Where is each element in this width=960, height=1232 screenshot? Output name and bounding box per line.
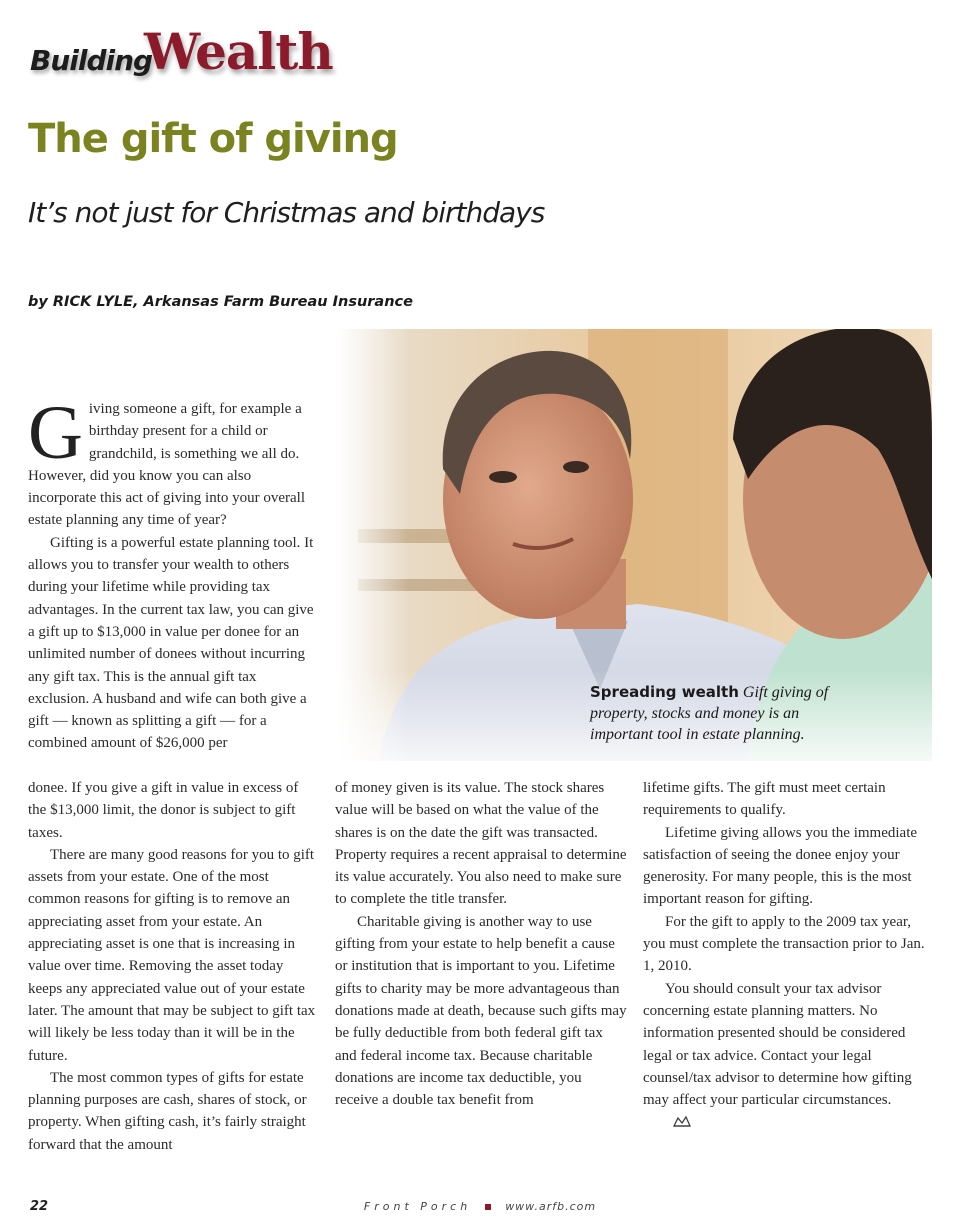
footer: [0, 1200, 960, 1213]
drop-cap: G: [28, 391, 83, 475]
masthead-building: Building: [30, 44, 153, 77]
paragraph-2-continued: donee. If you give a gift in value in excess of the $13,000 limit, the donor is subject to gift taxes.: [28, 780, 299, 841]
paragraph-4: The most common types of gifts for estate planning purposes are cash, shares of stock, or property. When gifting cash, it’s fairly straight forward that the amount: [28, 1069, 307, 1153]
footer-url: www.arfb.com: [505, 1200, 597, 1213]
paragraph-3: There are many good reasons for you to gift assets from your estate. One of the most common reasons for gifting is to remove an appreciating asset from your estate. An appreciating asset is one that is increasing in value over time. Removing the asset today keeps any appreciated value out of your estate later. The amount that may be subject to gift tax will likely be less today than it will be in the future.: [28, 846, 316, 1064]
paragraph-6: Lifetime giving allows you the immediate satisfaction of seeing the donee enjoy your generosity. For many people, this is the most important reason for gifting.: [643, 824, 918, 908]
paragraph-5: Charitable giving is another way to use gifting from your estate to help benefit a cause or institution that is important to you. Lifetime gifts to charity may be more advantageous than donations made at death, because such gifts may be fully deductible from both federal gift tax and federal income tax. Because charitable donations are income tax deductible, you receive a double tax benefit from: [335, 913, 627, 1109]
article-subtitle: It’s not just for Christmas and birthdays: [28, 196, 545, 229]
paragraph-5-continued: lifetime gifts. The gift must meet certain requirements to qualify.: [643, 780, 886, 819]
column-2: [335, 777, 627, 1111]
caption-text: Gift giving of property, stocks and money is an important tool in estate planning.: [590, 684, 829, 743]
column-1-bottom: [28, 777, 320, 1156]
article-title: The gift of giving: [28, 116, 398, 162]
paragraph-2: Gifting is a powerful estate planning tool. It allows you to transfer your wealth to others during your lifetime while providing tax advantages. In the current tax law, you can give a gift up to $13,000 in value per donee for an unlimited number of donees without incurring any gift tax. This is the annual gift tax exclusion. A husband and wife can both give a gift — known as splitting a gift — for a combined amount of $26,000 per: [28, 534, 314, 752]
footer-separator-icon: [485, 1204, 491, 1210]
masthead-wealth: Wealth: [144, 22, 333, 81]
caption-heading: Spreading wealth: [590, 683, 739, 701]
column-1-top: [28, 391, 320, 755]
paragraph-8-text: You should consult your tax advisor concerning estate planning matters. No information presented should be considered legal or tax advice. Contact your legal counsel/tax advisor to determine how gifting may affect your particular circumstances.: [643, 980, 912, 1109]
paragraph-1-text: iving someone a gift, for example a birthday present for a child or grandchild, is something we all do. However, did you know you can also incorporate this act of giving into your overall estate planning any time of year?: [28, 401, 306, 529]
page-number: 22: [30, 1199, 49, 1214]
article-byline: by RICK LYLE, Arkansas Farm Bureau Insurance: [28, 294, 413, 310]
masthead: [30, 22, 350, 88]
paragraph-4-continued: of money given is its value. The stock shares value will be based on what the value of the shares is on the date the gift was transacted. Property requires a recent appraisal to determine its value accurately. You also need to make sure to complete the title transfer.: [335, 780, 627, 908]
photo-caption: [590, 682, 850, 745]
paragraph-7: For the gift to apply to the 2009 tax year, you must complete the transaction prior to Jan. 1, 2010.: [643, 913, 925, 975]
paragraph-1: [28, 391, 320, 532]
paragraph-8: [643, 978, 935, 1134]
column-3: [643, 777, 935, 1134]
footer-publication: Front Porch: [363, 1200, 472, 1213]
end-mark-icon: [651, 1112, 691, 1134]
